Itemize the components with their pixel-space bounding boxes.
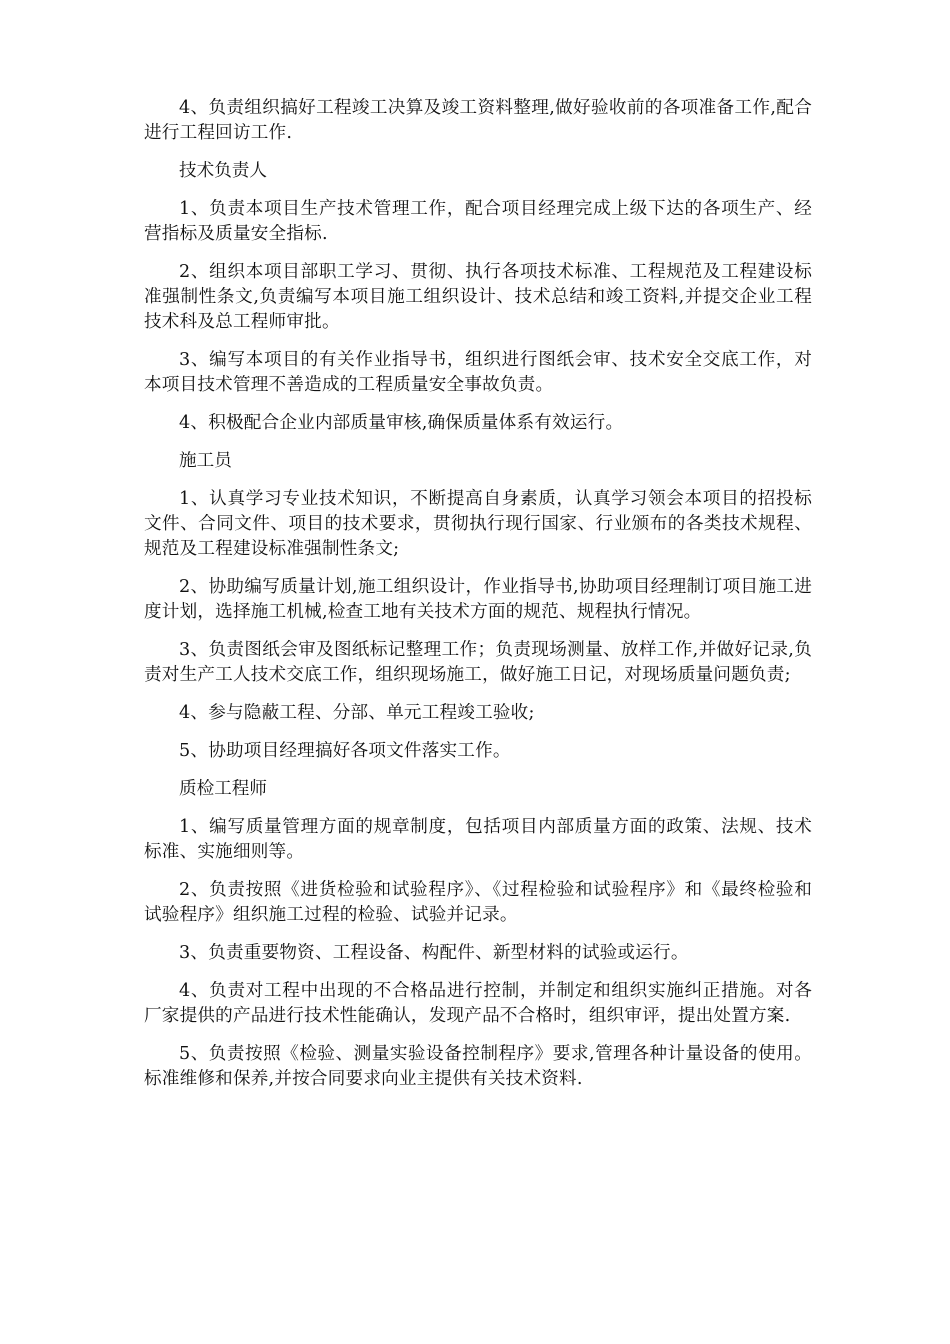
paragraph-completion-duties: 4、负责组织搞好工程竣工决算及竣工资料整理,做好验收前的各项准备工作,配合进行工程回访工作. xyxy=(144,98,812,143)
paragraph-construction-1: 1、认真学习专业技术知识，不断提高自身素质，认真学习领会本项目的招投标文件、合同文件、项目的技术要求，贯彻执行现行国家、行业颁布的各类技术规程、规范及工程建设标准强制性条文; xyxy=(144,489,812,559)
paragraph-tech-lead-3: 3、编写本项目的有关作业指导书，组织进行图纸会审、技术安全交底工作，对本项目技术管理不善造成的工程质量安全事故负责。 xyxy=(144,350,812,395)
paragraph-quality-5: 5、负责按照《检验、测量实验设备控制程序》要求,管理各种计量设备的使用。标准维修和保养,并按合同要求向业主提供有关技术资料. xyxy=(144,1044,812,1089)
paragraph-tech-lead-1: 1、负责本项目生产技术管理工作，配合项目经理完成上级下达的各项生产、经营指标及质量安全指标. xyxy=(144,199,812,244)
document-page xyxy=(144,96,812,1105)
section-heading-construction-worker: 施工员 xyxy=(179,451,232,471)
paragraph-quality-1: 1、编写质量管理方面的规章制度，包括项目内部质量方面的政策、法规、技术标准、实施细则等。 xyxy=(144,817,812,862)
paragraph-construction-2: 2、协助编写质量计划,施工组织设计，作业指导书,协助项目经理制订项目施工进度计划，选择施工机械,检查工地有关技术方面的规范、规程执行情况。 xyxy=(144,577,812,622)
paragraph-tech-lead-2: 2、组织本项目部职工学习、贯彻、执行各项技术标准、工程规范及工程建设标准强制性条文,负责编写本项目施工组织设计、技术总结和竣工资料,并提交企业工程技术科及总工程师审批。 xyxy=(144,262,812,332)
paragraph-construction-5: 5、协助项目经理搞好各项文件落实工作。 xyxy=(179,741,511,761)
paragraph-quality-2: 2、负责按照《进货检验和试验程序》、《过程检验和试验程序》和《最终检验和试验程序》组织施工过程的检验、试验并记录。 xyxy=(144,880,812,925)
paragraph-quality-3: 3、负责重要物资、工程设备、构配件、新型材料的试验或运行。 xyxy=(179,943,689,963)
paragraph-tech-lead-4: 4、积极配合企业内部质量审核,确保质量体系有效运行。 xyxy=(179,413,624,433)
paragraph-quality-4: 4、负责对工程中出现的不合格品进行控制，并制定和组织实施纠正措施。对各厂家提供的产品进行技术性能确认，发现产品不合格时，组织审评，提出处置方案. xyxy=(144,981,812,1026)
paragraph-construction-4: 4、参与隐蔽工程、分部、单元工程竣工验收; xyxy=(179,703,535,723)
paragraph-construction-3: 3、负责图纸会审及图纸标记整理工作；负责现场测量、放样工作,并做好记录,负责对生产工人技术交底工作，组织现场施工，做好施工日记，对现场质量问题负责; xyxy=(144,640,812,685)
section-heading-quality-engineer: 质检工程师 xyxy=(179,779,267,799)
section-heading-technical-lead: 技术负责人 xyxy=(179,161,267,181)
